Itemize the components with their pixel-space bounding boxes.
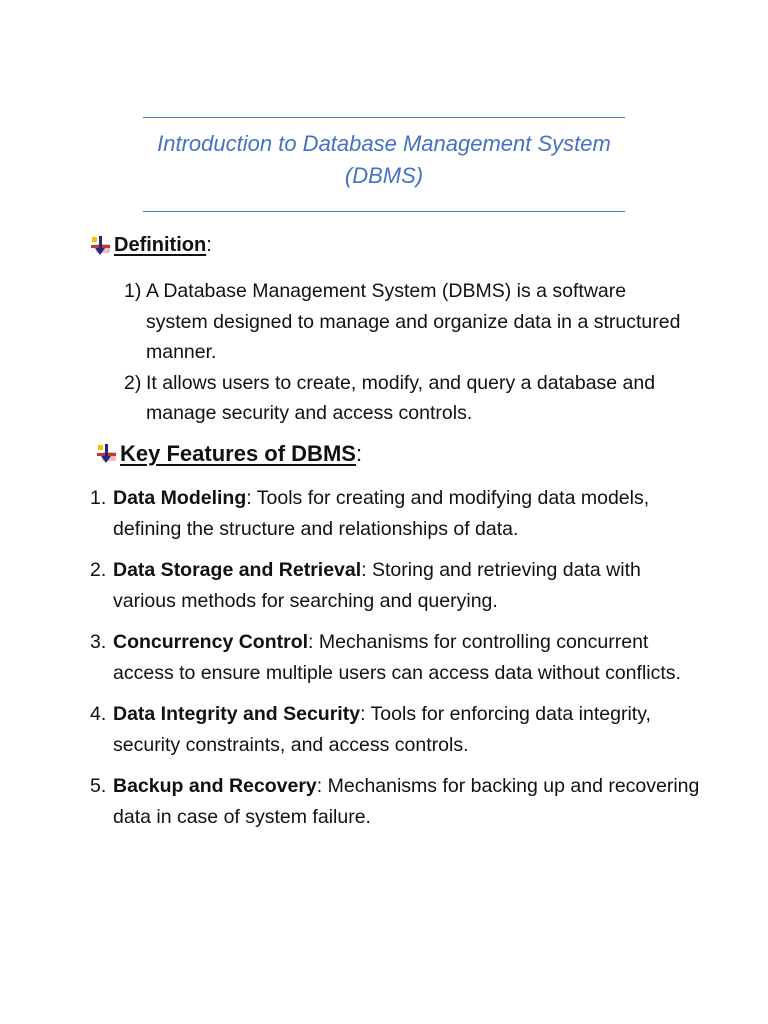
feature-item-number: 2. bbox=[90, 559, 107, 581]
arrow-bullet-icon bbox=[96, 443, 118, 465]
definition-item-text: A Database Management System (DBMS) is a software system designed to manage and organize data in a structured manner. bbox=[146, 280, 681, 363]
feature-item-number: 3. bbox=[90, 631, 107, 653]
document-title bbox=[118, 128, 650, 192]
document-title-line-2: (DBMS) bbox=[344, 163, 424, 188]
feature-item bbox=[90, 627, 700, 688]
definition-heading bbox=[90, 234, 212, 257]
feature-item-term: Data Integrity and Security bbox=[113, 703, 361, 725]
key-features-heading-colon: : bbox=[355, 441, 363, 466]
definition-list bbox=[124, 276, 684, 429]
feature-item-number: 5. bbox=[90, 775, 107, 797]
feature-item-term: Concurrency Control bbox=[113, 631, 309, 653]
arrow-bullet-icon bbox=[90, 235, 112, 257]
document-title-line-1: Introduction to Database Management System bbox=[157, 131, 611, 156]
feature-item-term: Backup and Recovery bbox=[113, 775, 317, 797]
definition-item-number: 1) bbox=[124, 280, 142, 302]
feature-item-text: : Storing and retrieving data with various methods for searching and querying. bbox=[113, 559, 641, 612]
definition-heading-text: Definition bbox=[114, 234, 207, 256]
feature-item bbox=[90, 555, 700, 616]
definition-item bbox=[124, 276, 684, 368]
definition-heading-colon: : bbox=[206, 234, 212, 256]
feature-item bbox=[90, 771, 700, 832]
definition-item-text: It allows users to create, modify, and query a database and manage security and access controls. bbox=[146, 371, 656, 424]
feature-item-text: : Tools for enforcing data integrity, security constraints, and access controls. bbox=[113, 703, 651, 756]
feature-item bbox=[90, 699, 700, 760]
definition-item-number: 2) bbox=[124, 371, 142, 394]
feature-item-number: 1. bbox=[90, 487, 107, 509]
key-features-heading-text: Key Features of DBMS bbox=[120, 441, 356, 466]
title-rule-bottom bbox=[143, 211, 625, 212]
key-features-heading bbox=[96, 441, 362, 467]
feature-item-term: Data Modeling bbox=[113, 487, 247, 509]
feature-item-term: Data Storage and Retrieval bbox=[113, 559, 362, 581]
feature-item-number: 4. bbox=[90, 703, 107, 725]
feature-item bbox=[90, 483, 700, 544]
feature-item-text: : Mechanisms for backing up and recovering data in case of system failure. bbox=[113, 775, 700, 828]
feature-item-text: : Tools for creating and modifying data models, defining the structure and relationships of data. bbox=[113, 487, 650, 540]
feature-item-text: : Mechanisms for controlling concurrent access to ensure multiple users can access data without conflicts. bbox=[113, 631, 681, 684]
title-rule-top bbox=[143, 117, 625, 118]
definition-item bbox=[124, 368, 684, 429]
features-list bbox=[90, 483, 700, 843]
